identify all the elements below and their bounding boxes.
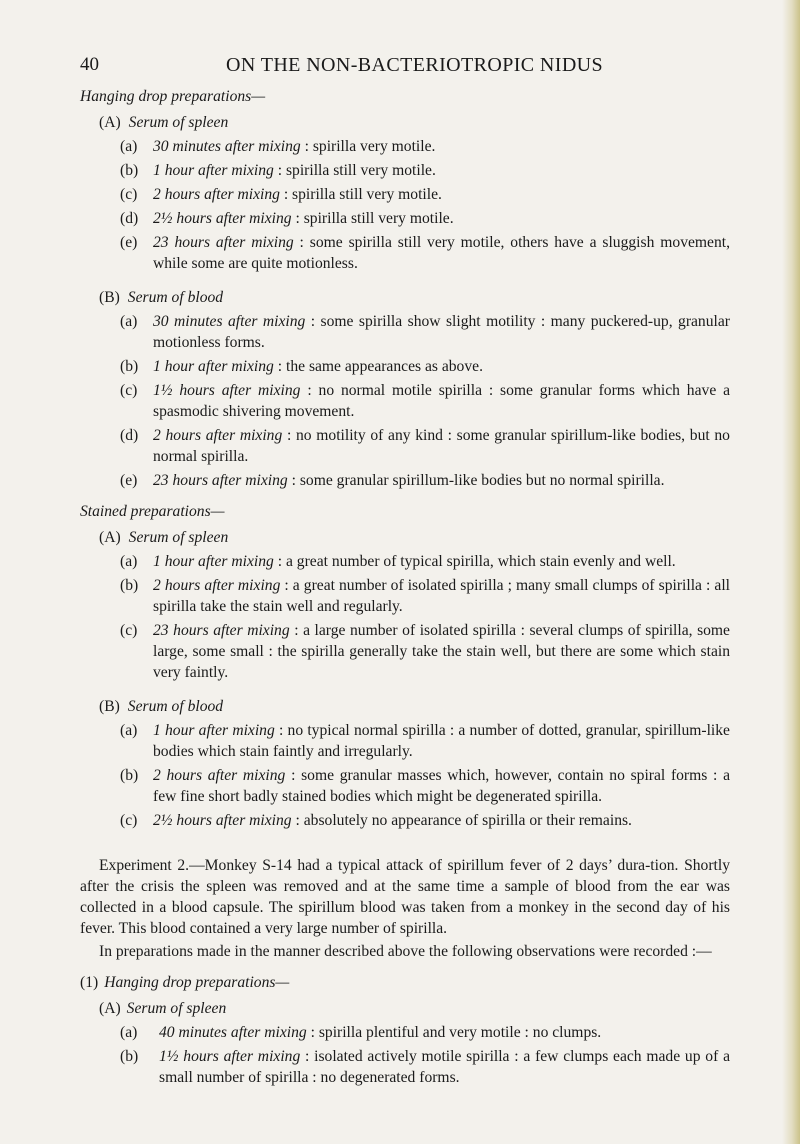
observation-result: : a great number of isolated spirilla ; many small clumps of spirilla : all spirilla take the stain well and regularly. [153, 577, 730, 615]
observation-item [120, 810, 730, 831]
observation-list [80, 136, 730, 274]
observation-text [153, 160, 730, 181]
subsection-heading-spleen [99, 993, 730, 1019]
observation-label: (d) [120, 427, 139, 444]
page-edge-shadow [782, 0, 800, 1144]
section-heading: Stained preparations— [80, 503, 225, 520]
observation-label: (a) [120, 1024, 138, 1041]
observation-result: : a great number of typical spirilla, which stain evenly and well. [273, 553, 676, 570]
observation-result: : no normal motile spirilla : some granular forms which have a spasmodic shivering movement. [153, 382, 731, 420]
observation-item [120, 575, 730, 617]
observation-label: (e) [120, 472, 138, 489]
observation-item [120, 1046, 730, 1088]
observation-time: 1 hour after mixing [153, 722, 275, 739]
observation-item [120, 356, 730, 377]
subsection-heading-spleen [99, 107, 730, 133]
observation-text [153, 765, 730, 807]
observation-time: 30 minutes after mixing [153, 313, 306, 330]
experiment-paragraph: Experiment 2.—Monkey S-14 had a typical attack of spirillum fever of 2 days’ dura-tion. Shortly after the crisis the spleen was removed and at the same time a sample of blood from the ear was collected in a blood capsule. The spirillum blood was taken from a monkey in the second day of his fever. This blood contained a very large number of spirilla. [80, 857, 730, 937]
observation-item [120, 620, 730, 683]
observation-time: 2 hours after mixing [153, 577, 281, 594]
observation-result: : spirilla plentiful and very motile : no clumps. [306, 1024, 602, 1041]
observation-label: (c) [120, 382, 138, 399]
observation-time: 1½ hours after mixing [153, 382, 301, 399]
observation-item [120, 720, 730, 762]
section-number: (1) [80, 974, 99, 991]
observation-text [153, 232, 730, 274]
subsection-title: Serum of blood [127, 698, 224, 715]
observation-text [153, 136, 730, 157]
observation-result: : the same appearances as above. [273, 358, 483, 375]
subsection-heading-blood [99, 282, 730, 308]
running-header [80, 54, 720, 78]
subsection-label: (B) [99, 698, 120, 715]
observation-item [120, 765, 730, 807]
page-number: 40 [80, 54, 99, 75]
observation-time: 2½ hours after mixing [153, 210, 292, 227]
observation-result: : spirilla still very motile. [273, 162, 436, 179]
observation-time: 1½ hours after mixing [159, 1048, 301, 1065]
observation-item [120, 1022, 730, 1043]
subsection-heading-spleen [99, 522, 730, 548]
observation-result: : some granular spirillum-like bodies but no normal spirilla. [287, 472, 665, 489]
observation-time: 2 hours after mixing [153, 427, 283, 444]
observation-time: 23 hours after mixing [153, 622, 290, 639]
running-title: ON THE NON-BACTERIOTROPIC NIDUS [226, 54, 604, 76]
observation-time: 2 hours after mixing [153, 767, 286, 784]
observation-item [120, 380, 730, 422]
observation-item [120, 470, 730, 491]
observation-text [153, 425, 730, 467]
observation-time: 40 minutes after mixing [159, 1024, 307, 1041]
observation-text [153, 208, 730, 229]
observation-label: (e) [120, 234, 138, 251]
observation-list [80, 551, 730, 683]
subsection-title: Serum of spleen [128, 114, 229, 131]
subsection-title: Serum of spleen [126, 1000, 227, 1017]
observation-label: (a) [120, 722, 138, 739]
observation-label: (b) [120, 1048, 139, 1065]
observation-time: 30 minutes after mixing [153, 138, 301, 155]
observation-result: : spirilla very motile. [300, 138, 436, 155]
hanging-drop-section-1 [80, 86, 730, 491]
observation-label: (b) [120, 767, 139, 784]
observation-result: : spirilla still very motile. [291, 210, 454, 227]
observation-label: (c) [120, 812, 138, 829]
observation-label: (d) [120, 210, 139, 227]
observation-text [153, 810, 730, 831]
observation-item [120, 551, 730, 572]
observation-item [120, 208, 730, 229]
observation-text [153, 184, 730, 205]
observation-label: (b) [120, 577, 139, 594]
subsection-heading-blood [99, 691, 730, 717]
stained-section [80, 501, 730, 831]
subsection-label: (A) [99, 1000, 121, 1017]
observation-time: 2 hours after mixing [153, 186, 280, 203]
observation-result: : isolated actively motile spirilla : a few clumps each made up of a small number of spirilla : no degenerated forms. [159, 1048, 730, 1086]
observation-time: 1 hour after mixing [153, 358, 274, 375]
subsection-title: Serum of spleen [128, 529, 229, 546]
observation-label: (a) [120, 553, 138, 570]
observation-result: : no motility of any kind : some granular spirillum-like bodies, but no normal spirilla. [153, 427, 730, 465]
observation-text [153, 356, 730, 377]
observation-result: : some spirilla still very motile, others have a sluggish movement, while some are quite motionless. [153, 234, 730, 272]
observation-time: 23 hours after mixing [153, 472, 288, 489]
observation-item [120, 160, 730, 181]
observation-item [120, 311, 730, 353]
observation-text [153, 551, 730, 572]
hanging-drop-section-2 [80, 972, 730, 1088]
observation-text [153, 311, 730, 353]
observation-result: : a large number of isolated spirilla : several clumps of spirilla, some large, some small : the spirilla generally take the stain well, but there are some which stain very faintly. [153, 622, 730, 681]
observation-time: 2½ hours after mixing [153, 812, 292, 829]
observation-text [153, 380, 730, 422]
observation-label: (b) [120, 358, 139, 375]
observation-list [80, 1022, 730, 1088]
observation-text [159, 1022, 730, 1043]
observation-result: : absolutely no appearance of spirilla or their remains. [291, 812, 632, 829]
observation-item [120, 425, 730, 467]
observation-label: (c) [120, 186, 138, 203]
observation-list [80, 720, 730, 831]
observation-text [159, 1046, 730, 1088]
observation-label: (b) [120, 162, 139, 179]
observations-intro-paragraph: In preparations made in the manner described above the following observations were recorded :— [99, 943, 712, 960]
observation-result: : no typical normal spirilla : a number of dotted, granular, spirillum-like bodies which stain faintly and irregularly. [153, 722, 730, 760]
observation-item [120, 136, 730, 157]
section-heading: Hanging drop preparations— [104, 974, 290, 991]
numbered-section-heading [80, 972, 730, 993]
observation-label: (a) [120, 313, 138, 330]
subsection-label: (B) [99, 289, 120, 306]
section-heading: Hanging drop preparations— [80, 88, 266, 105]
observation-text [153, 575, 730, 617]
observation-text [153, 470, 730, 491]
observation-text [153, 720, 730, 762]
observation-text [153, 620, 730, 683]
observation-list [80, 311, 730, 491]
observation-result: : spirilla still very motile. [279, 186, 442, 203]
page-body [80, 86, 730, 1088]
observation-result: : some spirilla show slight motility : many puckered-up, granular motionless forms. [153, 313, 730, 351]
observation-label: (c) [120, 622, 138, 639]
observation-item [120, 184, 730, 205]
observation-time: 1 hour after mixing [153, 553, 274, 570]
observation-label: (a) [120, 138, 138, 155]
observation-item [120, 232, 730, 274]
observation-time: 1 hour after mixing [153, 162, 274, 179]
subsection-label: (A) [99, 114, 121, 131]
subsection-title: Serum of blood [127, 289, 224, 306]
subsection-label: (A) [99, 529, 121, 546]
observation-result: : some granular masses which, however, contain no spiral forms : a few fine short badly stained bodies which might be degenerated spirilla. [153, 767, 730, 805]
observation-time: 23 hours after mixing [153, 234, 294, 251]
